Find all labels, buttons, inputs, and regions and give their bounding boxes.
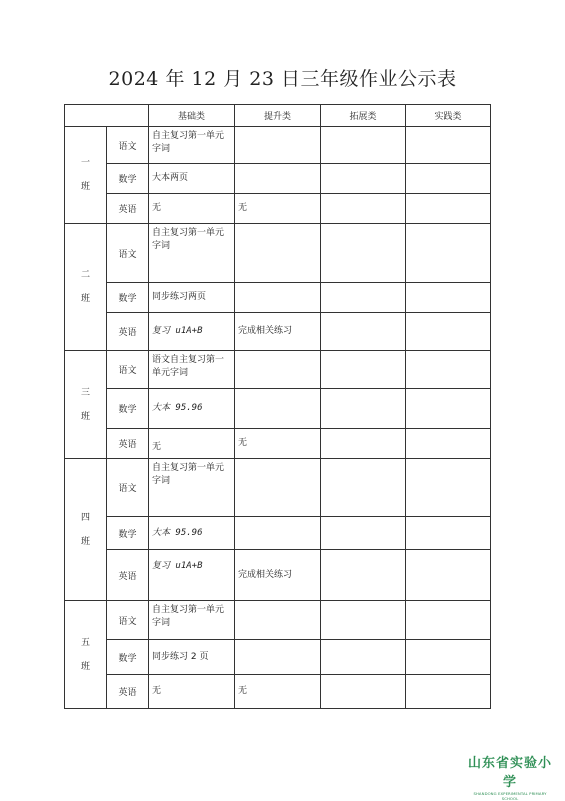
table-row bbox=[65, 550, 491, 601]
cell-improve bbox=[235, 640, 321, 675]
cell-improve bbox=[235, 164, 321, 194]
cell-practice bbox=[406, 313, 491, 351]
cell-improve bbox=[235, 224, 321, 283]
table-row bbox=[65, 127, 491, 164]
cell-extend bbox=[321, 389, 406, 429]
cell-basic: 无 bbox=[149, 675, 235, 709]
subject-cell: 英语 bbox=[107, 550, 149, 601]
cell-improve: 完成相关练习 bbox=[235, 550, 321, 601]
cell-basic: 大本 95.96 bbox=[149, 389, 235, 429]
cell-improve: 无 bbox=[235, 429, 321, 459]
cell-basic: 自主复习第一单元字词 bbox=[149, 224, 235, 283]
cell-improve bbox=[235, 601, 321, 640]
header-basic: 基础类 bbox=[149, 105, 235, 127]
table-row bbox=[65, 351, 491, 389]
page-title: 2024 年 12 月 23 日三年级作业公示表 bbox=[108, 68, 457, 90]
cell-practice bbox=[406, 429, 491, 459]
cell-basic: 自主复习第一单元字词 bbox=[149, 601, 235, 640]
class-5-label: 五 班 bbox=[65, 601, 107, 709]
cell-practice bbox=[406, 127, 491, 164]
subject-cell: 数学 bbox=[107, 283, 149, 313]
cell-improve bbox=[235, 459, 321, 517]
cell-basic: 无 bbox=[149, 194, 235, 224]
cell-basic: 自主复习第一单元字词 bbox=[149, 459, 235, 517]
cell-practice bbox=[406, 224, 491, 283]
cell-basic: 复习 u1A+B bbox=[149, 313, 235, 351]
class-2-label: 二 班 bbox=[65, 224, 107, 351]
cell-improve: 完成相关练习 bbox=[235, 313, 321, 351]
header-practice: 实践类 bbox=[406, 105, 491, 127]
subject-cell: 数学 bbox=[107, 164, 149, 194]
class-3-label: 三 班 bbox=[65, 351, 107, 459]
cell-practice bbox=[406, 389, 491, 429]
cell-extend bbox=[321, 351, 406, 389]
cell-basic: 大本 95.96 bbox=[149, 517, 235, 550]
cell-improve: 无 bbox=[235, 194, 321, 224]
cell-practice bbox=[406, 351, 491, 389]
cell-practice bbox=[406, 164, 491, 194]
homework-table bbox=[64, 104, 491, 709]
cell-improve bbox=[235, 283, 321, 313]
cell-practice bbox=[406, 675, 491, 709]
class-1-label: 一 班 bbox=[65, 127, 107, 224]
table-row bbox=[65, 283, 491, 313]
cell-extend bbox=[321, 601, 406, 640]
cell-extend bbox=[321, 640, 406, 675]
subject-cell: 数学 bbox=[107, 640, 149, 675]
cell-extend bbox=[321, 429, 406, 459]
cell-practice bbox=[406, 459, 491, 517]
cell-practice bbox=[406, 601, 491, 640]
cell-basic: 语文自主复习第一单元字词 bbox=[149, 351, 235, 389]
cell-extend bbox=[321, 675, 406, 709]
school-logo bbox=[465, 752, 555, 801]
cell-basic: 同步练习 2 页 bbox=[149, 640, 235, 675]
class-4-label: 四 班 bbox=[65, 459, 107, 601]
cell-extend bbox=[321, 283, 406, 313]
school-logo-text: 山东省实验小学 bbox=[467, 756, 552, 790]
header-corner-cell bbox=[65, 105, 149, 127]
cell-practice bbox=[406, 283, 491, 313]
cell-basic: 大本两页 bbox=[149, 164, 235, 194]
cell-extend bbox=[321, 459, 406, 517]
cell-improve bbox=[235, 351, 321, 389]
subject-cell: 英语 bbox=[107, 194, 149, 224]
school-logo-subtext: SHANDONG EXPERIMENTAL PRIMARY SCHOOL bbox=[473, 791, 547, 801]
cell-extend bbox=[321, 517, 406, 550]
cell-practice bbox=[406, 550, 491, 601]
cell-extend bbox=[321, 127, 406, 164]
cell-extend bbox=[321, 194, 406, 224]
cell-improve: 无 bbox=[235, 675, 321, 709]
cell-extend bbox=[321, 313, 406, 351]
table-row bbox=[65, 640, 491, 675]
table-row bbox=[65, 429, 491, 459]
subject-cell: 语文 bbox=[107, 351, 149, 389]
cell-practice bbox=[406, 640, 491, 675]
cell-improve bbox=[235, 127, 321, 164]
table-row bbox=[65, 517, 491, 550]
table-row bbox=[65, 675, 491, 709]
table-row bbox=[65, 459, 491, 517]
cell-extend bbox=[321, 224, 406, 283]
cell-basic: 无 bbox=[149, 429, 235, 459]
table-header-row bbox=[65, 105, 491, 127]
subject-cell: 语文 bbox=[107, 459, 149, 517]
cell-practice bbox=[406, 517, 491, 550]
cell-extend bbox=[321, 164, 406, 194]
cell-extend bbox=[321, 550, 406, 601]
subject-cell: 语文 bbox=[107, 224, 149, 283]
cell-improve bbox=[235, 517, 321, 550]
table-row bbox=[65, 164, 491, 194]
subject-cell: 英语 bbox=[107, 675, 149, 709]
cell-basic: 同步练习两页 bbox=[149, 283, 235, 313]
header-improve: 提升类 bbox=[235, 105, 321, 127]
cell-basic: 复习 u1A+B bbox=[149, 550, 235, 601]
table-row bbox=[65, 601, 491, 640]
cell-improve bbox=[235, 389, 321, 429]
header-extend: 拓展类 bbox=[321, 105, 406, 127]
subject-cell: 英语 bbox=[107, 429, 149, 459]
table-row bbox=[65, 313, 491, 351]
table-row bbox=[65, 224, 491, 283]
table-row bbox=[65, 389, 491, 429]
subject-cell: 语文 bbox=[107, 127, 149, 164]
cell-practice bbox=[406, 194, 491, 224]
cell-basic: 自主复习第一单元字词 bbox=[149, 127, 235, 164]
subject-cell: 语文 bbox=[107, 601, 149, 640]
subject-cell: 数学 bbox=[107, 389, 149, 429]
subject-cell: 英语 bbox=[107, 313, 149, 351]
subject-cell: 数学 bbox=[107, 517, 149, 550]
table-row bbox=[65, 194, 491, 224]
